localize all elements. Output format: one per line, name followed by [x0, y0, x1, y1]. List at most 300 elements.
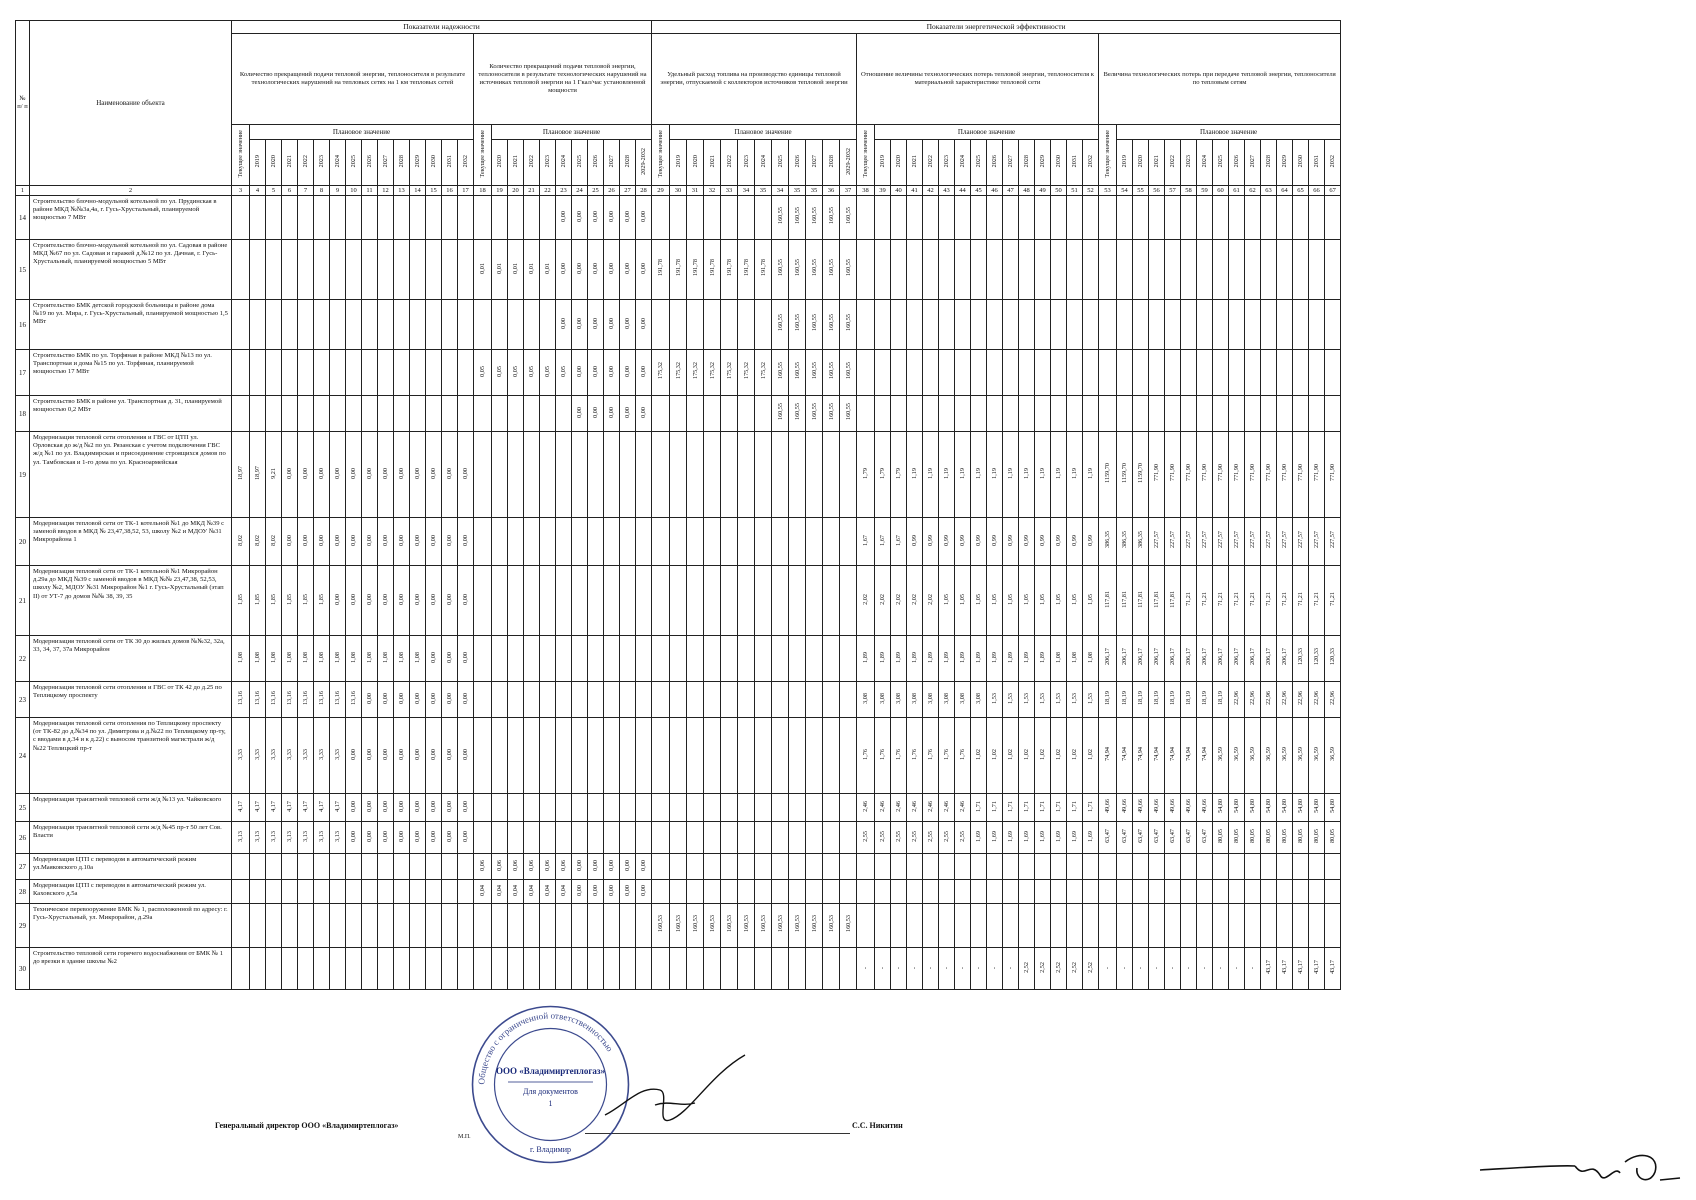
value-cell: [362, 566, 378, 636]
column-number: 18: [474, 186, 492, 196]
value-cell: [232, 636, 250, 682]
year-label: 2031: [1313, 155, 1321, 168]
value-cell: [298, 196, 314, 240]
value-label: 0,00: [624, 859, 631, 871]
value-label: -: [975, 967, 983, 970]
value-cell: [789, 432, 806, 518]
value-cell: [772, 196, 789, 240]
value-cell: [266, 904, 282, 948]
value-label: 160,53: [810, 915, 818, 933]
value-cell: [426, 794, 442, 822]
value-cell: [572, 396, 588, 432]
value-cell: [1309, 300, 1325, 350]
value-cell: [1277, 240, 1293, 300]
value-label: 0,00: [446, 467, 453, 479]
value-label: 1,67: [895, 534, 903, 546]
value-label: 160,55: [776, 314, 784, 332]
value-cell: [857, 880, 875, 904]
value-cell: [604, 566, 620, 636]
value-label: 1,76: [927, 748, 935, 760]
value-label: 2,02: [895, 593, 903, 605]
value-label: 1159,70: [1137, 463, 1145, 483]
value-cell: [1197, 682, 1213, 718]
value-cell: [1051, 300, 1067, 350]
value-cell: [1019, 396, 1035, 432]
value-cell: [987, 350, 1003, 396]
value-cell: [907, 636, 923, 682]
year-label: 2032: [462, 155, 469, 168]
row-number: 25: [16, 794, 30, 822]
value-cell: [636, 518, 652, 566]
value-cell: [1213, 682, 1229, 718]
value-cell: [362, 880, 378, 904]
value-cell: [540, 948, 556, 990]
value-cell: [1197, 904, 1213, 948]
value-cell: [1067, 854, 1083, 880]
value-label: 63,47: [1137, 829, 1145, 843]
value-cell: [1003, 636, 1019, 682]
value-label: 74,94: [1153, 747, 1161, 761]
value-cell: [1083, 196, 1099, 240]
value-cell: [1309, 948, 1325, 990]
value-cell: [250, 636, 266, 682]
value-cell: [346, 854, 362, 880]
value-cell: [772, 904, 789, 948]
value-cell: [652, 300, 670, 350]
year-label: 2025: [576, 155, 583, 168]
value-cell: [687, 240, 704, 300]
value-cell: [474, 396, 492, 432]
value-cell: [458, 350, 474, 396]
value-label: 0,00: [592, 406, 599, 418]
value-cell: [1019, 794, 1035, 822]
value-cell: [232, 566, 250, 636]
value-cell: [987, 794, 1003, 822]
value-cell: [346, 718, 362, 794]
value-label: 1,53: [1055, 692, 1063, 704]
value-label: 8,02: [270, 534, 277, 546]
value-cell: [652, 854, 670, 880]
value-label: 160,55: [844, 403, 852, 421]
value-cell: [1165, 822, 1181, 854]
value-cell: [556, 822, 572, 854]
value-cell: [540, 396, 556, 432]
value-cell: [232, 518, 250, 566]
value-cell: [840, 854, 857, 880]
column-number: 39: [875, 186, 891, 196]
value-cell: [1099, 682, 1117, 718]
value-cell: [1261, 854, 1277, 880]
value-label: 160,53: [657, 915, 665, 933]
value-cell: [394, 682, 410, 718]
year-header: [250, 139, 266, 185]
value-label: 2,46: [943, 800, 951, 812]
value-label: 0,99: [911, 534, 919, 546]
value-cell: [1229, 854, 1245, 880]
row-number: 15: [16, 240, 30, 300]
value-cell: [1035, 566, 1051, 636]
value-cell: [923, 240, 939, 300]
value-cell: [670, 396, 687, 432]
value-cell: [362, 300, 378, 350]
value-cell: [474, 822, 492, 854]
value-cell: [426, 432, 442, 518]
value-cell: [891, 854, 907, 880]
value-label: 2,55: [895, 830, 903, 842]
value-cell: [620, 396, 636, 432]
year-label: 2022: [927, 155, 935, 168]
value-label: 2,46: [895, 800, 903, 812]
value-cell: [755, 196, 772, 240]
value-cell: [1261, 518, 1277, 566]
value-label: 2,02: [879, 593, 887, 605]
column-header-name: Наименование объекта: [30, 21, 232, 186]
value-cell: [875, 518, 891, 566]
value-cell: [971, 880, 987, 904]
value-cell: [1245, 682, 1261, 718]
value-cell: [1309, 822, 1325, 854]
value-label: 206,17: [1281, 648, 1289, 666]
value-cell: [556, 854, 572, 880]
value-cell: [670, 350, 687, 396]
column-number: 25: [588, 186, 604, 196]
value-cell: [572, 636, 588, 682]
year-label: 2020: [270, 155, 277, 168]
value-cell: [721, 566, 738, 636]
year-header: [1293, 139, 1309, 185]
value-cell: [1229, 880, 1245, 904]
value-label: 1,19: [1007, 467, 1015, 479]
value-cell: [524, 196, 540, 240]
value-cell: [1099, 196, 1117, 240]
value-cell: [426, 396, 442, 432]
value-label: 80,05: [1281, 829, 1289, 843]
value-cell: [1325, 396, 1341, 432]
table-row: [16, 350, 1341, 396]
value-cell: [891, 682, 907, 718]
value-cell: [1165, 880, 1181, 904]
value-cell: [508, 300, 524, 350]
value-label: 1,53: [1039, 692, 1047, 704]
value-cell: [330, 854, 346, 880]
value-cell: [652, 566, 670, 636]
value-cell: [636, 396, 652, 432]
column-number: 23: [556, 186, 572, 196]
value-cell: [1019, 880, 1035, 904]
year-label: 2023: [742, 155, 750, 168]
value-label: 0,00: [624, 210, 631, 222]
value-cell: [540, 240, 556, 300]
value-label: 227,57: [1297, 531, 1305, 549]
value-cell: [1245, 300, 1261, 350]
value-cell: [857, 350, 875, 396]
value-label: 227,57: [1281, 531, 1289, 549]
value-cell: [620, 350, 636, 396]
value-cell: [604, 196, 620, 240]
value-cell: [1197, 240, 1213, 300]
value-cell: [755, 822, 772, 854]
value-label: 191,78: [759, 259, 767, 277]
value-cell: [540, 682, 556, 718]
value-cell: [1261, 240, 1277, 300]
value-cell: [971, 682, 987, 718]
value-cell: [314, 432, 330, 518]
value-cell: [524, 636, 540, 682]
value-cell: [556, 240, 572, 300]
value-cell: [939, 566, 955, 636]
value-cell: [907, 880, 923, 904]
value-cell: [1213, 518, 1229, 566]
value-label: 771,90: [1217, 464, 1225, 482]
value-label: 1,53: [1071, 692, 1079, 704]
column-number: 65: [1293, 186, 1309, 196]
value-cell: [721, 300, 738, 350]
value-cell: [1149, 300, 1165, 350]
year-label: 2029-2032: [844, 147, 852, 175]
value-label: 71,21: [1249, 592, 1257, 606]
value-cell: [1019, 854, 1035, 880]
value-cell: [1293, 904, 1309, 948]
value-cell: [704, 518, 721, 566]
year-header: [346, 139, 362, 185]
value-cell: [620, 880, 636, 904]
value-cell: [875, 566, 891, 636]
value-label: 0,00: [560, 262, 567, 274]
current-value-header: [474, 125, 492, 186]
value-label: 1,05: [991, 593, 999, 605]
value-label: 227,57: [1153, 531, 1161, 549]
table-row: [16, 636, 1341, 682]
year-label: 2030: [430, 155, 437, 168]
value-cell: [670, 904, 687, 948]
value-label: 0,00: [446, 800, 453, 812]
value-cell: [738, 948, 755, 990]
value-label: 3,08: [862, 692, 870, 704]
column-number: 2: [30, 186, 232, 196]
value-cell: [955, 904, 971, 948]
value-label: 0,00: [640, 884, 647, 896]
value-cell: [1149, 432, 1165, 518]
value-cell: [823, 518, 840, 566]
column-number: 17: [458, 186, 474, 196]
value-label: 175,32: [742, 362, 750, 380]
value-label: 18,19: [1185, 691, 1193, 705]
value-cell: [442, 718, 458, 794]
value-label: 227,57: [1329, 531, 1337, 549]
value-label: 175,32: [708, 362, 716, 380]
value-cell: [572, 300, 588, 350]
value-cell: [823, 880, 840, 904]
value-label: 117,81: [1153, 590, 1161, 608]
value-cell: [923, 948, 939, 990]
value-label: 160,55: [776, 259, 784, 277]
value-cell: [840, 518, 857, 566]
value-label: 36,59: [1249, 747, 1257, 761]
value-cell: [232, 904, 250, 948]
value-cell: [442, 518, 458, 566]
value-label: 227,57: [1265, 531, 1273, 549]
value-cell: [857, 396, 875, 432]
value-cell: [923, 794, 939, 822]
column-number: 47: [1003, 186, 1019, 196]
value-cell: [282, 196, 298, 240]
year-label: 2019: [879, 155, 887, 168]
value-cell: [426, 636, 442, 682]
value-cell: [1261, 636, 1277, 682]
value-cell: [508, 196, 524, 240]
value-label: 227,57: [1185, 531, 1193, 549]
column-number: 42: [923, 186, 939, 196]
value-cell: [987, 566, 1003, 636]
value-cell: [266, 880, 282, 904]
value-cell: [620, 948, 636, 990]
value-label: 2,52: [1071, 961, 1079, 973]
value-cell: [907, 822, 923, 854]
value-cell: [1197, 566, 1213, 636]
value-cell: [1149, 636, 1165, 682]
value-cell: [266, 566, 282, 636]
value-label: 0,99: [927, 534, 935, 546]
value-cell: [1051, 636, 1067, 682]
value-cell: [1133, 682, 1149, 718]
value-label: 117,81: [1104, 590, 1112, 608]
column-number: 6: [282, 186, 298, 196]
value-label: 3,33: [254, 748, 261, 760]
value-cell: [772, 948, 789, 990]
value-cell: [1309, 682, 1325, 718]
value-cell: [1051, 566, 1067, 636]
column-number: 40: [891, 186, 907, 196]
value-label: 1,08: [286, 651, 293, 663]
value-cell: [1213, 904, 1229, 948]
year-header: [738, 139, 755, 185]
column-number: 57: [1165, 186, 1181, 196]
value-cell: [508, 682, 524, 718]
value-cell: [1051, 432, 1067, 518]
value-cell: [298, 854, 314, 880]
value-cell: [282, 880, 298, 904]
value-cell: [1035, 300, 1051, 350]
year-label: 2026: [793, 155, 801, 168]
value-label: 13,16: [286, 691, 293, 705]
value-cell: [620, 718, 636, 794]
value-cell: [806, 396, 823, 432]
value-label: 206,17: [1185, 648, 1193, 666]
value-label: 13,16: [270, 691, 277, 705]
value-cell: [604, 636, 620, 682]
value-cell: [604, 854, 620, 880]
value-cell: [823, 566, 840, 636]
value-label: 3,08: [959, 692, 967, 704]
value-cell: [588, 518, 604, 566]
value-cell: [1117, 566, 1133, 636]
year-header: [282, 139, 298, 185]
value-cell: [1181, 518, 1197, 566]
value-cell: [330, 240, 346, 300]
value-label: 0,00: [414, 593, 421, 605]
value-label: 49,66: [1104, 799, 1112, 813]
value-cell: [891, 350, 907, 396]
year-header: [394, 139, 410, 185]
value-label: 160,55: [827, 362, 835, 380]
value-cell: [330, 396, 346, 432]
value-cell: [1181, 880, 1197, 904]
value-cell: [524, 880, 540, 904]
value-cell: [652, 636, 670, 682]
value-cell: [1197, 636, 1213, 682]
value-label: 63,47: [1201, 829, 1209, 843]
value-cell: [266, 300, 282, 350]
value-label: 1,76: [911, 748, 919, 760]
value-label: 49,66: [1169, 799, 1177, 813]
value-cell: [1309, 566, 1325, 636]
value-label: 71,21: [1329, 592, 1337, 606]
value-cell: [1083, 432, 1099, 518]
value-label: 117,81: [1137, 590, 1145, 608]
value-label: 227,57: [1249, 531, 1257, 549]
value-cell: [250, 196, 266, 240]
value-cell: [1035, 682, 1051, 718]
value-cell: [670, 300, 687, 350]
value-cell: [556, 566, 572, 636]
value-cell: [474, 432, 492, 518]
value-cell: [857, 196, 875, 240]
value-label: 0,00: [624, 317, 631, 329]
current-value-header: [232, 125, 250, 186]
value-cell: [474, 948, 492, 990]
value-cell: [939, 880, 955, 904]
year-header: [971, 139, 987, 185]
value-cell: [789, 948, 806, 990]
value-cell: [1277, 822, 1293, 854]
value-cell: [1149, 880, 1165, 904]
value-label: 0,00: [382, 748, 389, 760]
value-cell: [1117, 636, 1133, 682]
value-cell: [1133, 904, 1149, 948]
value-label: 0,00: [350, 830, 357, 842]
value-cell: [1019, 432, 1035, 518]
value-label: 771,90: [1313, 464, 1321, 482]
year-label: 2027: [1007, 155, 1015, 168]
year-label: 2021: [1153, 155, 1161, 168]
year-header: [687, 139, 704, 185]
value-cell: [266, 240, 282, 300]
value-label: 0,00: [398, 534, 405, 546]
value-cell: [362, 794, 378, 822]
value-label: 54,80: [1265, 799, 1273, 813]
year-header: [442, 139, 458, 185]
value-label: 36,59: [1313, 747, 1321, 761]
value-label: 206,17: [1153, 648, 1161, 666]
value-cell: [704, 854, 721, 880]
value-cell: [1181, 718, 1197, 794]
current-value-header: [652, 125, 670, 186]
value-cell: [721, 240, 738, 300]
seal-ring-text: Общество с ограниченной ответственностью: [476, 1010, 615, 1085]
value-label: 227,57: [1217, 531, 1225, 549]
value-cell: [1165, 396, 1181, 432]
value-label: 0,00: [560, 210, 567, 222]
value-cell: [426, 300, 442, 350]
value-cell: [923, 718, 939, 794]
value-cell: [282, 566, 298, 636]
value-cell: [1309, 196, 1325, 240]
value-cell: [1325, 822, 1341, 854]
value-cell: [670, 196, 687, 240]
year-header: [1229, 139, 1245, 185]
value-label: 0,00: [366, 800, 373, 812]
column-number: 28: [636, 186, 652, 196]
